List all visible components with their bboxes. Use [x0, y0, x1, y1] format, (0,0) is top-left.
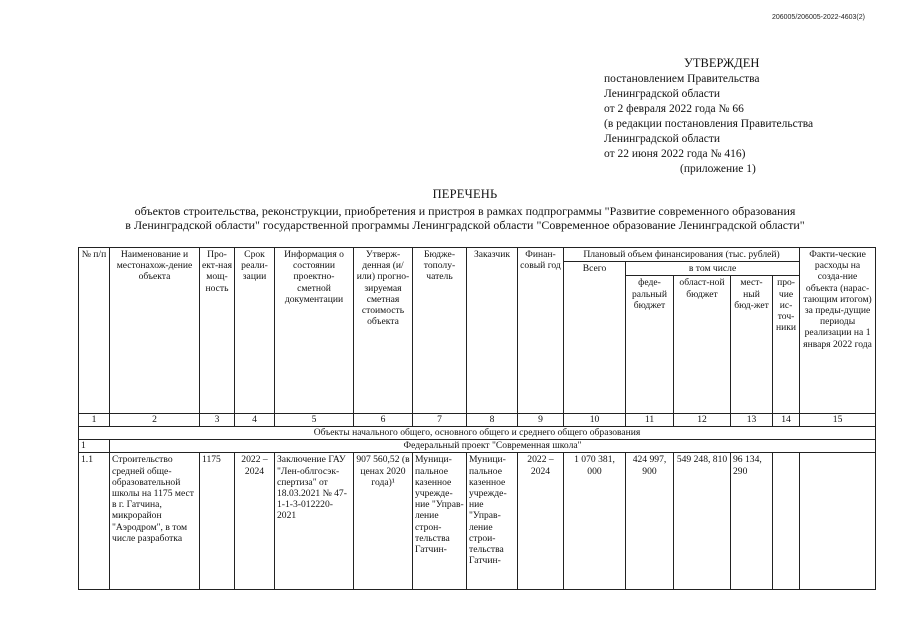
approval-line: постановлением Правительства: [604, 73, 760, 85]
row-recipient: Муници-пальное казенное учрежде-ние "Управ-ление строн-тельства Гатчин-: [413, 453, 467, 590]
header-term: Срок реали-зации: [235, 248, 275, 414]
document-id: 206005/206005-2022-4603(2): [771, 14, 865, 21]
col-number: 3: [200, 414, 235, 427]
section-title: Объекты начального общего, основного общего и среднего общего образования: [79, 427, 876, 440]
row-cost: 907 560,52 (в ценах 2020 года)¹: [354, 453, 413, 590]
row-name: Строительство средней обще-образовательной школы на 1175 мест в г. Гатчина, микрорайон "Аэродром", в том числе разработка: [110, 453, 200, 590]
row-other: [773, 453, 800, 590]
column-numbers-row: [79, 414, 876, 427]
header-other: про-чие ис-точ-ники: [773, 276, 800, 414]
header-plan: Плановый объем финансирования (тыс. рублей): [564, 248, 800, 262]
row-federal: 424 997, 900: [626, 453, 674, 590]
row-local: 96 134, 290: [731, 453, 773, 590]
document-subtitle-line-1: объектов строительства, реконструкции, приобретения и пристроя в рамках подпрограммы "Развитие современного образования: [134, 203, 796, 218]
row-no: 1.1: [79, 453, 110, 590]
header-design: Информация о состоянии проектно-сметной документации: [275, 248, 354, 414]
row-actual: [800, 453, 876, 590]
approval-appendix: (приложение 1): [680, 163, 756, 175]
col-number: 15: [800, 414, 876, 427]
row-regional: 549 248, 810: [674, 453, 731, 590]
row-term: 2022 – 2024: [235, 453, 275, 590]
project-title: Федеральный проект "Современная школа": [110, 440, 876, 453]
header-capacity: Про-ект-ная мощ-ность: [200, 248, 235, 414]
approval-line: от 22 июня 2022 года № 416): [604, 148, 746, 160]
col-number: 14: [773, 414, 800, 427]
col-number: 12: [674, 414, 731, 427]
header-cost: Утверж-денная (и/или) прогно-зируемая сметная стоимость объекта: [354, 248, 413, 414]
row-design: Заключение ГАУ "Лен-облгосэк-спертиза" от 18.03.2021 № 47-1-1-3-012220-2021: [275, 453, 354, 590]
row-year: 2022 – 2024: [518, 453, 564, 590]
col-number: 1: [79, 414, 110, 427]
objects-table: [78, 247, 876, 590]
table-row: [79, 453, 876, 590]
col-number: 4: [235, 414, 275, 427]
approval-line: (в редакции постановления Правительства: [604, 118, 814, 130]
col-number: 10: [564, 414, 626, 427]
header-customer: Заказчик: [467, 248, 518, 414]
col-number: 9: [518, 414, 564, 427]
col-number: 5: [275, 414, 354, 427]
header-name: Наименование и местонахож-дение объекта: [110, 248, 200, 414]
header-federal: феде-ральный бюджет: [626, 276, 674, 414]
header-incl: в том числе: [626, 262, 800, 276]
approval-stamp: [604, 56, 884, 177]
header-recipient: Бюдже-тополу-чатель: [413, 248, 467, 414]
row-total: 1 070 381, 000: [564, 453, 626, 590]
header-regional: област-ной бюджет: [674, 276, 731, 414]
approval-head: УТВЕРЖДЕН: [684, 56, 760, 70]
col-number: 8: [467, 414, 518, 427]
row-capacity: 1175: [200, 453, 235, 590]
document-title: ПЕРЕЧЕНЬ: [432, 187, 498, 201]
header-total: Всего: [564, 262, 626, 414]
approval-line: от 2 февраля 2022 года № 66: [604, 103, 744, 115]
col-number: 6: [354, 414, 413, 427]
col-number: 7: [413, 414, 467, 427]
project-number: 1: [79, 440, 110, 453]
approval-line: Ленинградской области: [604, 88, 721, 100]
header-local: мест-ный бюд-жет: [731, 276, 773, 414]
header-no: № п/п: [79, 248, 110, 414]
header-year: Финан-совый год: [518, 248, 564, 414]
document-title-block: [70, 187, 860, 233]
document-subtitle-line-2: в Ленинградской области" государственной программы Ленинградской области "Современное образование Ленинградской области": [125, 218, 805, 232]
col-number: 2: [110, 414, 200, 427]
approval-line: Ленинградской области: [604, 133, 721, 145]
row-customer: Муници-пальное казенное учрежде-ние "Управ-ление строи-тельства Гатчин-: [467, 453, 518, 590]
header-actual: Факти-ческие расходы на созда-ние объекта (нарас-тающим итогом) за преды-дущие периоды реализации на 1 января 2022 года: [800, 248, 876, 414]
col-number: 11: [626, 414, 674, 427]
col-number: 13: [731, 414, 773, 427]
